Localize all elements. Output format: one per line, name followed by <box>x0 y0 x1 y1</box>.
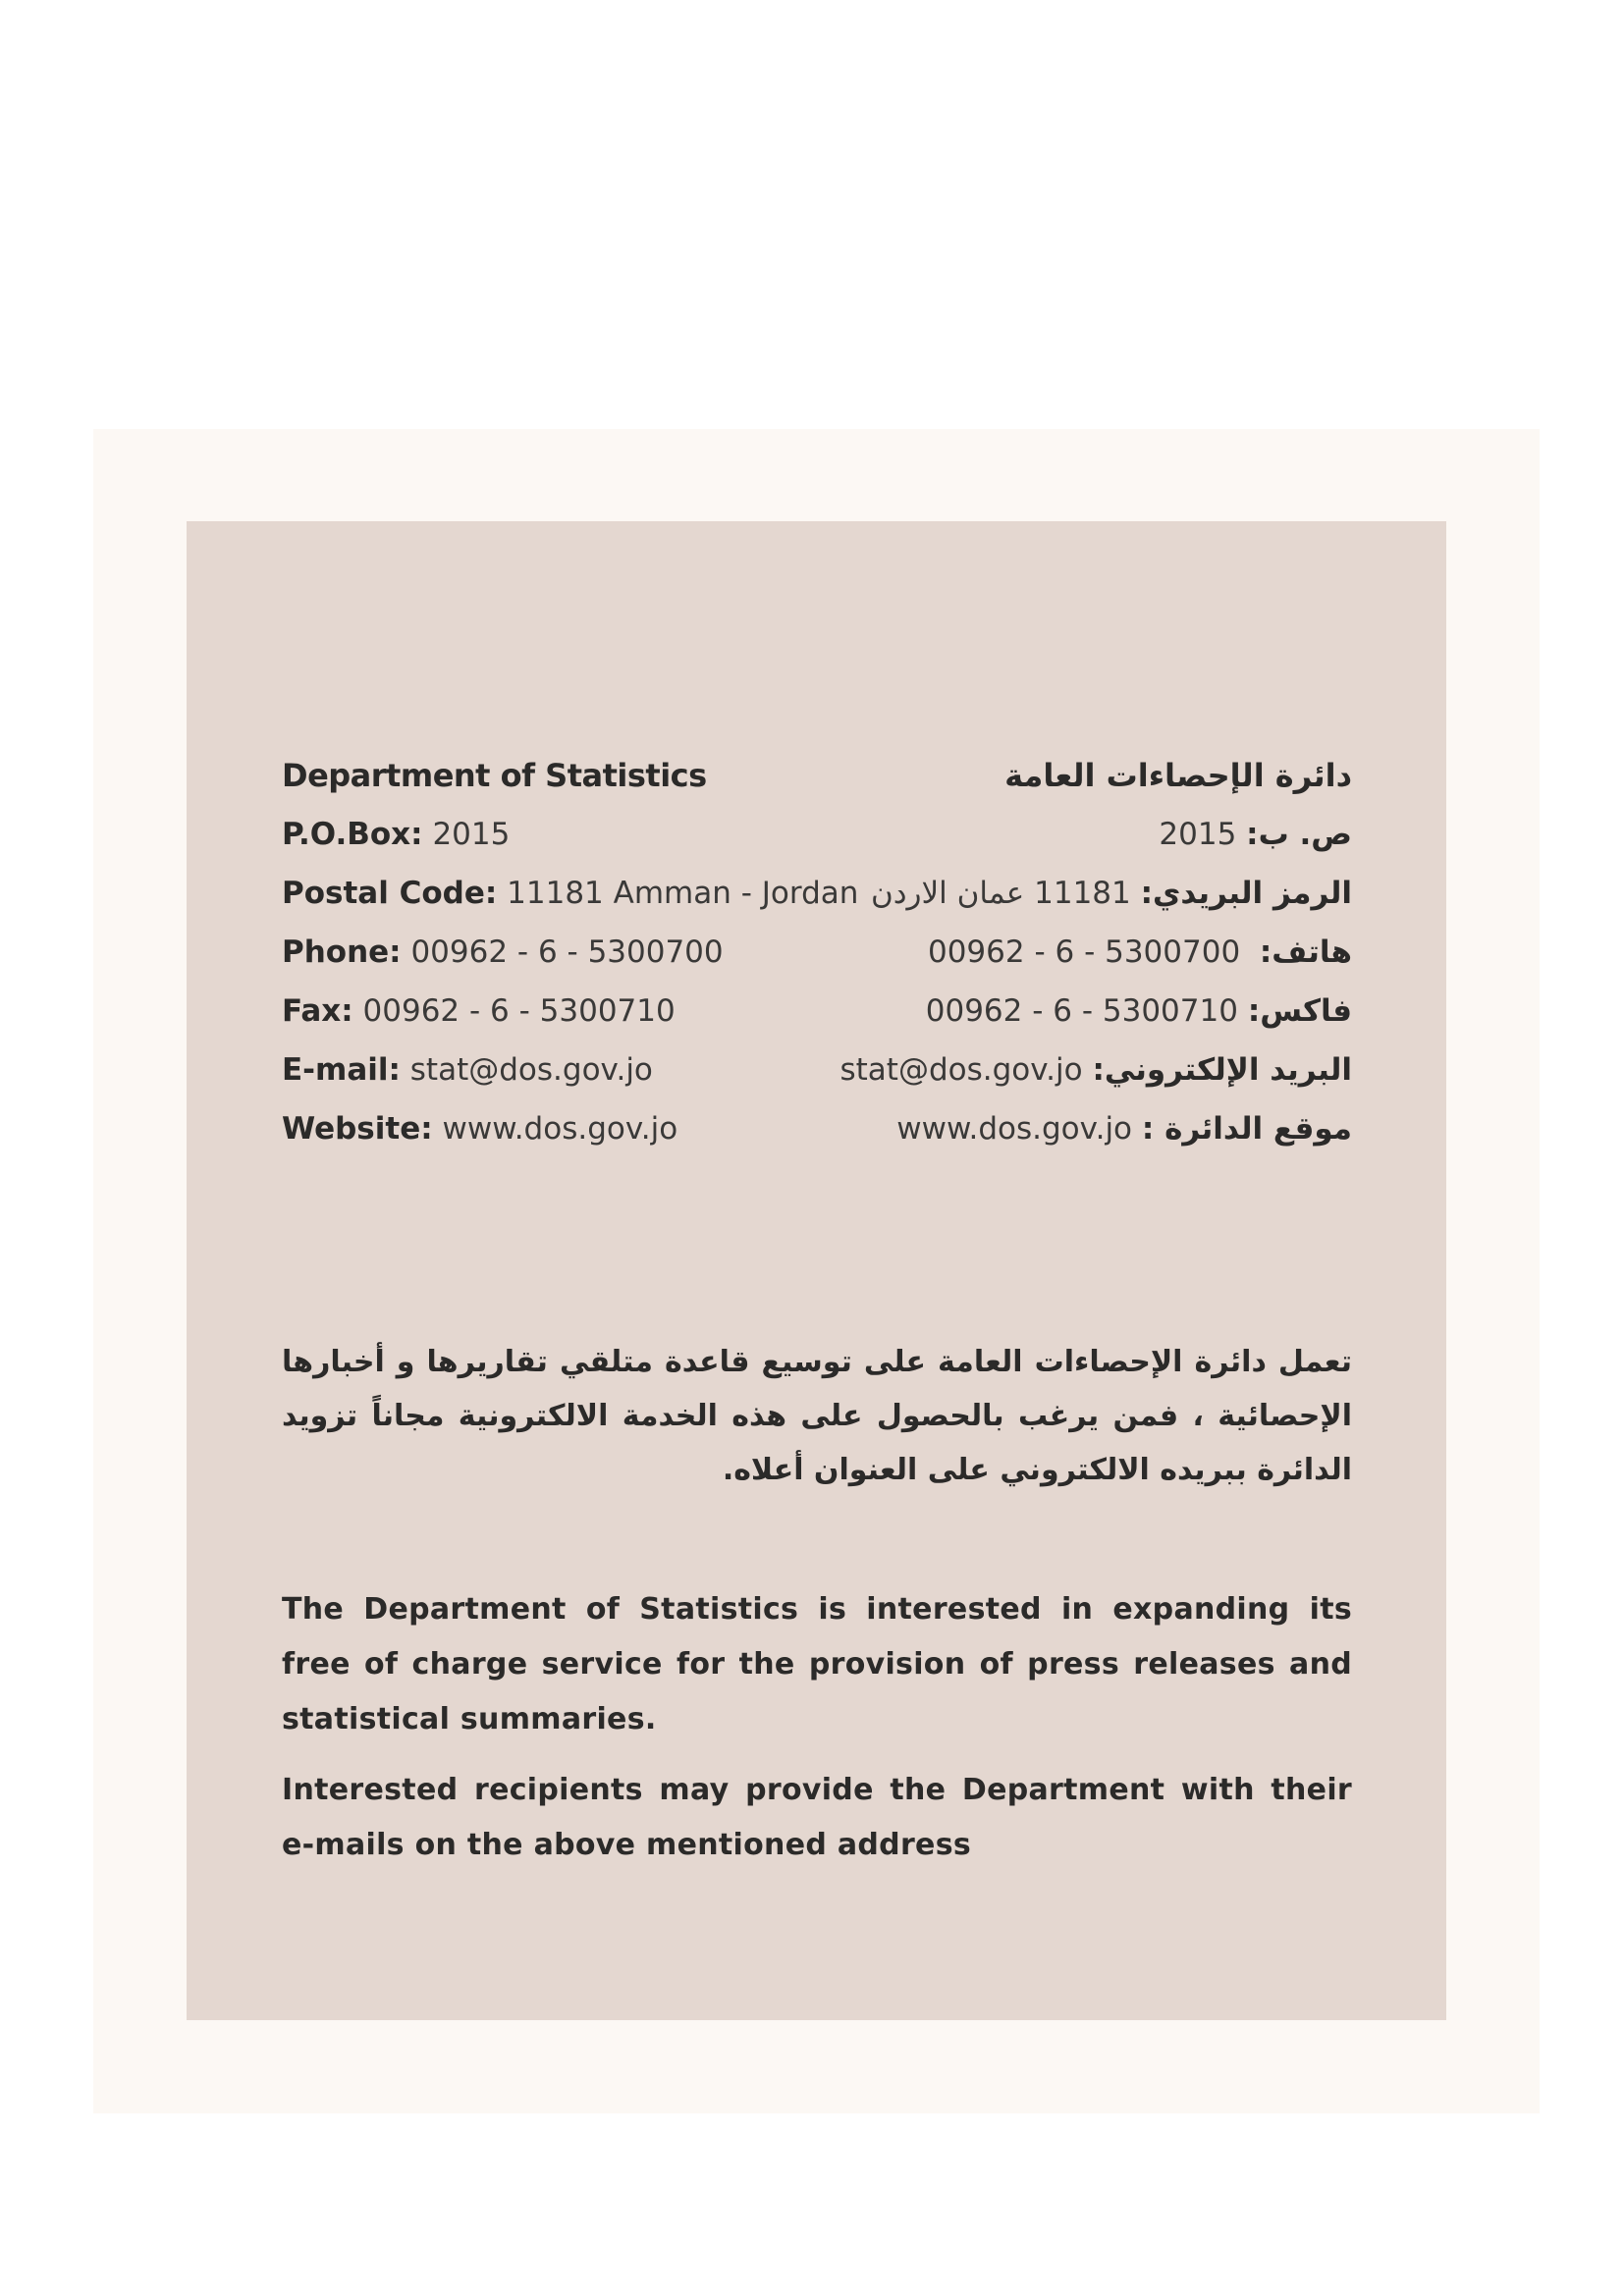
phone-value: 00962 - 6 - 5300700 <box>410 934 724 970</box>
po-box-value: 2015 <box>432 817 511 852</box>
english-paragraph-1: The Department of Statistics is interested in expanding its free of charge service for the provision of press releases and statistical summaries. <box>282 1592 1352 1736</box>
website-link[interactable]: www.dos.gov.jo <box>442 1111 678 1147</box>
fax-value: 00962 - 6 - 5300710 <box>362 993 676 1029</box>
arabic-paragraph: تعمل دائرة الإحصاءات العامة على توسيع قاعدة متلقي تقاريرها و أخبارها الإحصائية ، فمن يرغب بالحصول على هذه الخدمة الالكترونية مجاناً تزويد الدائرة ببريده الالكتروني على العنوان أعلاه. <box>282 1345 1352 1487</box>
phone-row <box>282 931 1352 974</box>
english-heading: Department of Statistics <box>282 757 707 794</box>
email-link[interactable]: stat@dos.gov.jo <box>409 1052 653 1088</box>
fax-label-ar: فاكس: <box>1247 993 1352 1029</box>
website-label: Website: <box>282 1111 433 1147</box>
phone-label: Phone: <box>282 934 402 970</box>
po-box-label: P.O.Box: <box>282 817 423 852</box>
po-box-row <box>282 813 1352 856</box>
phone-label-ar: هاتف: <box>1259 934 1352 970</box>
phone-value-ar: 00962 - 6 - 5300700 <box>927 934 1241 970</box>
fax-value-ar: 00962 - 6 - 5300710 <box>925 993 1238 1029</box>
website-label-ar: موقع الدائرة : <box>1141 1111 1352 1147</box>
postal-value: 11181 Amman - Jordan <box>507 876 859 911</box>
email-link-ar[interactable]: stat@dos.gov.jo <box>839 1052 1083 1088</box>
fax-label: Fax: <box>282 993 353 1029</box>
po-box-value-ar: 2015 <box>1159 817 1237 852</box>
email-row <box>282 1048 1352 1092</box>
heading-row <box>282 754 1352 797</box>
website-row <box>282 1107 1352 1150</box>
postal-label-ar: الرمز البريدي: <box>1140 876 1352 911</box>
website-link-ar[interactable]: www.dos.gov.jo <box>896 1111 1133 1147</box>
po-box-label-ar: ص. ب: <box>1246 817 1352 852</box>
postal-row <box>282 872 1352 915</box>
english-paragraph-2: Interested recipients may provide the Department with their e-mails on the above mentioned address <box>282 1773 1352 1862</box>
fax-row <box>282 989 1352 1033</box>
email-label: E-mail: <box>282 1052 401 1088</box>
english-paragraphs <box>282 1582 1352 1873</box>
postal-label: Postal Code: <box>282 876 498 911</box>
email-label-ar: البريد الإلكتروني: <box>1092 1052 1352 1088</box>
arabic-heading: دائرة الإحصاءات العامة <box>1004 757 1352 794</box>
postal-value-ar: 11181 عمان الاردن <box>870 876 1131 911</box>
